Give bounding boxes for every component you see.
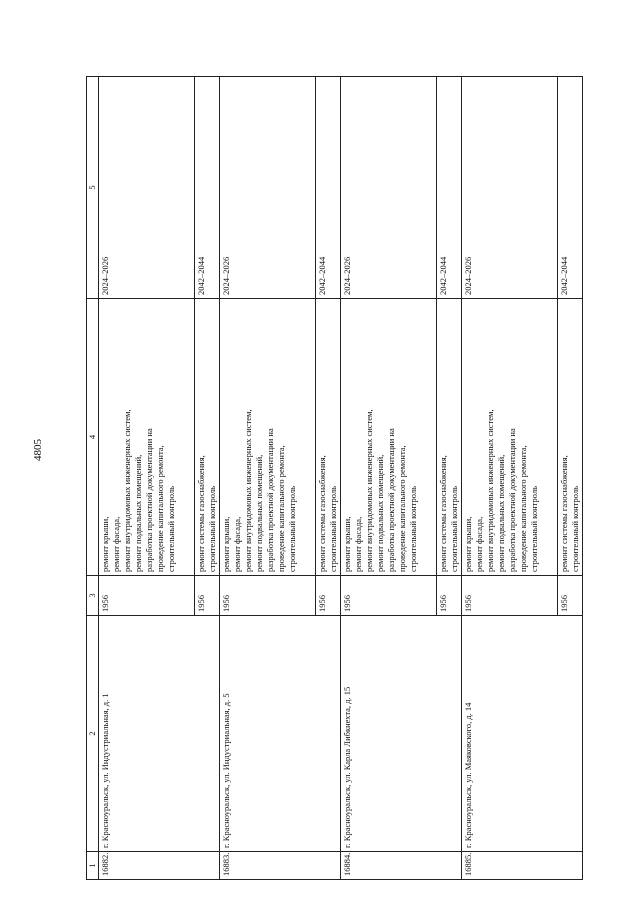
repair-schedule-table — [86, 76, 583, 880]
work-list: ремонт крыши, ремонт фасада, ремонт внутридомовых инженерных систем, ремонт подвальных помещений, разработка проектной документации на проведение капитального ремонта, строительный контроль — [341, 299, 437, 576]
entry-address: г. Красноуральск, ул. Карла Либкнехта, д. 15 — [341, 616, 462, 852]
work-list: ремонт крыши, ремонт фасада, ремонт внутридомовых инженерных систем, ремонт подвальных помещений, разработка проектной документации на проведение капитального ремонта, строительный контроль — [220, 299, 316, 576]
column-header: 1 — [87, 852, 99, 880]
repair-period: 2042–2044 — [316, 77, 341, 299]
entry-number: 16885. — [462, 852, 583, 880]
build-year: 1956 — [462, 576, 558, 616]
build-year: 1956 — [316, 576, 341, 616]
repair-period: 2024–2026 — [341, 77, 437, 299]
entry-address: г. Красноуральск, ул. Маяковского, д. 14 — [462, 616, 583, 852]
build-year: 1956 — [220, 576, 316, 616]
build-year: 1956 — [341, 576, 437, 616]
work-list: ремонт системы газоснабжения, строительный контроль — [195, 299, 220, 576]
rotated-table-container — [86, 77, 580, 880]
column-header: 2 — [87, 616, 99, 852]
work-list: ремонт системы газоснабжения, строительный контроль — [316, 299, 341, 576]
repair-period: 2024–2026 — [462, 77, 558, 299]
work-list: ремонт системы газоснабжения, строительный контроль — [558, 299, 583, 576]
work-list: ремонт крыши, ремонт фасада, ремонт внутридомовых инженерных систем, ремонт подвальных помещений, разработка проектной документации на проведение капитального ремонта, строительный контроль — [99, 299, 195, 576]
entry-address: г. Красноуральск, ул. Индустриальная, д. 5 — [220, 616, 341, 852]
build-year: 1956 — [558, 576, 583, 616]
repair-period: 2024–2026 — [220, 77, 316, 299]
column-header: 4 — [87, 299, 99, 576]
work-list: ремонт крыши, ремонт фасада, ремонт внутридомовых инженерных систем, ремонт подвальных помещений, разработка проектной документации на проведение капитального ремонта, строительный контроль — [462, 299, 558, 576]
work-list: ремонт системы газоснабжения, строительный контроль — [437, 299, 462, 576]
repair-period: 2042–2044 — [558, 77, 583, 299]
column-header: 5 — [87, 77, 99, 299]
page-number: 4805 — [32, 439, 44, 461]
repair-period: 2024–2026 — [99, 77, 195, 299]
column-number-row — [87, 77, 99, 880]
entry-number: 16884. — [341, 852, 462, 880]
column-header: 3 — [87, 576, 99, 616]
repair-period: 2042–2044 — [195, 77, 220, 299]
entry-number: 16883. — [220, 852, 341, 880]
entry-number: 16882. — [99, 852, 220, 880]
build-year: 1956 — [99, 576, 195, 616]
table-row — [220, 77, 316, 880]
build-year: 1956 — [437, 576, 462, 616]
table-row — [462, 77, 558, 880]
table-row — [99, 77, 195, 880]
repair-period: 2042–2044 — [437, 77, 462, 299]
build-year: 1956 — [195, 576, 220, 616]
table-row — [341, 77, 437, 880]
entry-address: г. Красноуральск, ул. Индустриальная, д. 1 — [99, 616, 220, 852]
